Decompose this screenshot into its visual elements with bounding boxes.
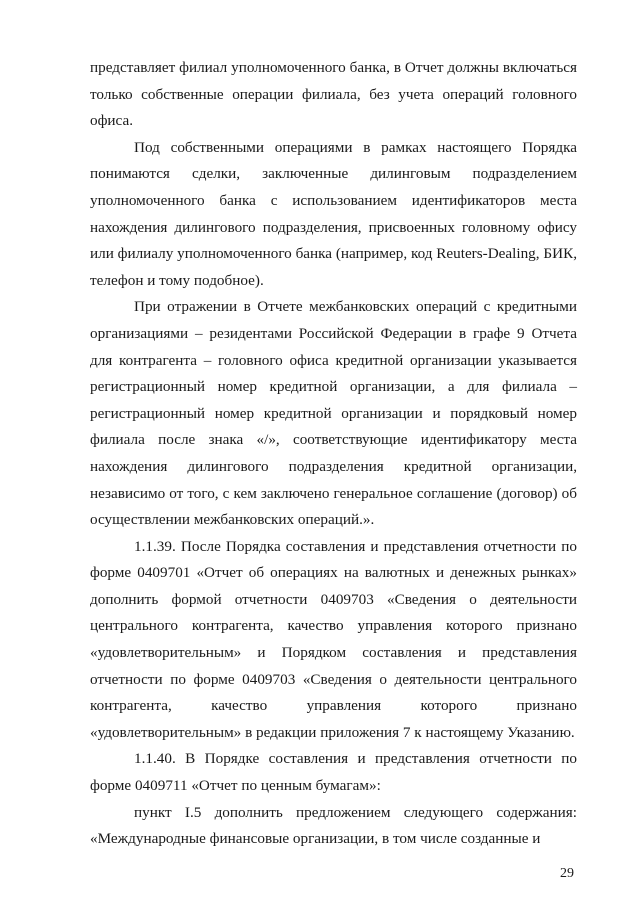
page-number: 29	[560, 866, 574, 881]
paragraph-1-1-39: 1.1.39. После Порядка составления и представления отчетности по форме 0409701 «Отчет об операциях на валютных и денежных рынках» дополнить формой отчетности 0409703 «Сведения о деятельности центрального контрагента, качество управления которого признано «удовлетворительным» и Порядком составления и представления отчетности по форме 0409703 «Сведения о деятельности центрального контрагента, качество управления которого признано «удовлетворительным» в редакции приложения 7 к настоящему Указанию.	[90, 537, 577, 741]
paragraph-continuation: представляет филиал уполномоченного банка, в Отчет должны включаться только собственные операции филиала, без учета операций головного офиса.	[90, 59, 577, 130]
paragraph-1-1-40: 1.1.40. В Порядке составления и представления отчетности по форме 0409711 «Отчет по ценным бумагам»:	[90, 750, 577, 795]
paragraph-interbank-operations: При отражении в Отчете межбанковских операций с кредитными организациями – резидентами Российской Федерации в графе 9 Отчета для контрагента – головного офиса кредитной организации указывается регистрационный номер кредитной организации, а для филиала – регистрационный номер кредитной организации и порядковый номер филиала после знака «/», соответствующие идентификатору места нахождения дилингового подразделения кредитной организации, независимо от того, с кем заключено генеральное соглашение (договор) об осуществлении межбанковских операций.».	[90, 298, 577, 529]
paragraph-own-operations: Под собственными операциями в рамках настоящего Порядка понимаются сделки, заключенные дилинговым подразделением уполномоченного банка с использованием идентификаторов места нахождения дилингового подразделения, присвоенных головному офису или филиалу уполномоченного банка (например, код Reuters-Dealing, БИК, телефон и тому подобное).	[90, 138, 577, 289]
body-text	[90, 55, 577, 853]
paragraph-item-i5: пункт I.5 дополнить предложением следующего содержания: «Международные финансовые организации, в том числе созданные и	[90, 803, 577, 848]
